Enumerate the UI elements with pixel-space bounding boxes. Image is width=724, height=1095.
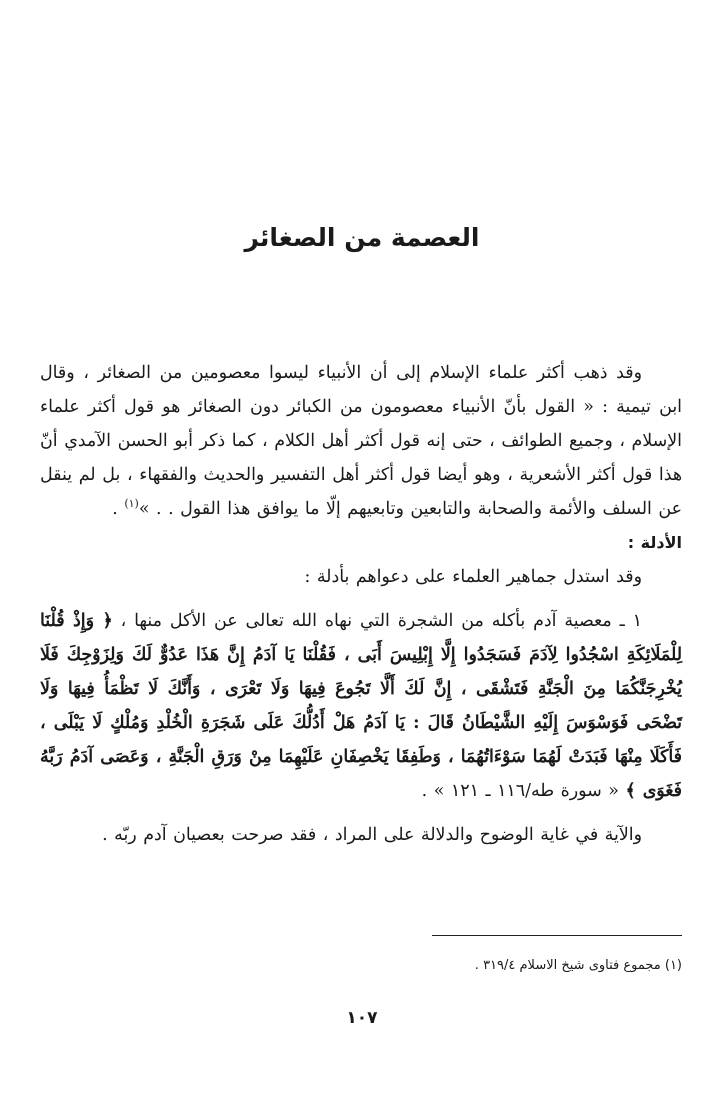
quran-verse: ﴿ وَإِذْ قُلْنَا لِلْمَلَائِكَةِ اسْجُدُوا لِآدَمَ فَسَجَدُوا إِلَّا إِبْلِيسَ أَبَى ، فَقُلْنَا يَا آدَمُ إِنَّ هَذَا عَدُوٌّ لَكَ وَلِزَوْجِكَ فَلَا يُخْرِجَنَّكُمَا مِنَ الْجَنَّةِ فَتَشْقَى ، إِنَّ لَكَ أَلَّا تَجُوعَ فِيهَا وَلَا تَعْرَى ، وَأَنَّكَ لَا تَظْمَأُ فِيهَا وَلَا تَضْحَى فَوَسْوَسَ إِلَيْهِ الشَّيْطَانُ قَالَ : يَا آدَمُ هَلْ أَدُلُّكَ عَلَى شَجَرَةِ الْخُلْدِ وَمُلْكٍ لَا يَبْلَى ، فَأَكَلَا مِنْهَا فَبَدَتْ لَهُمَا سَوْءَاتُهُمَا ، وَطَفِقَا يَخْصِفَانِ عَلَيْهِمَا مِنْ وَرَقِ الْجَنَّةِ ، وَعَصَى آدَمُ رَبَّهُ فَغَوَى ﴾: [40, 611, 682, 801]
paragraph-quote-text: وقد ذهب أكثر علماء الإسلام إلى أن الأنبياء ليسوا معصومين من الصغائر ، وقال ابن تيمية : « القول بأنّ الأنبياء معصومون من الكبائر دون الصغائر هو قول أكثر علماء الإسلام ، وجميع الطوائف ، حتى إنه قول أكثر أهل الكلام ، كما ذكر أبو الحسن الآمدي أنّ هذا قول أكثر الأشعرية ، وهو أيضا قول أكثر أهل التفسير والحديث والفقهاء ، بل لم ينقل عن السلف والأئمة والصحابة والتابعين وتابعيهم إلّا ما يوافق هذا القول . . »: [40, 363, 682, 519]
paragraph-intro: وقد استدل جماهير العلماء على دعواهم بأدلة :: [304, 567, 642, 587]
surah-reference: « سورة طه/١١٦ ـ ١٢١ » .: [421, 781, 626, 801]
paragraph-conclusion: والآية في غاية الوضوح والدلالة على المراد ، فقد صرحت بعصيان آدم ربّه .: [102, 825, 642, 845]
evidence-point-text: ١ ـ معصية آدم بأكله من الشجرة التي نهاه الله تعالى عن الأكل منها ،: [112, 611, 643, 631]
body-text: [40, 356, 682, 852]
footnote-reference: (١): [124, 497, 139, 511]
section-heading-evidence: الأدلة :: [627, 533, 682, 552]
footnote-divider: [432, 935, 682, 936]
paragraph-quote-end: .: [112, 499, 125, 519]
footnote: (١) مجموع فتاوى شيخ الاسلام ٣١٩/٤ .: [474, 958, 682, 973]
page-number: ١٠٧: [346, 1008, 378, 1028]
evidence-point-1: [40, 604, 682, 808]
paragraph-quote: [40, 356, 682, 526]
page-title: العصمة من الصغائر: [244, 223, 480, 252]
